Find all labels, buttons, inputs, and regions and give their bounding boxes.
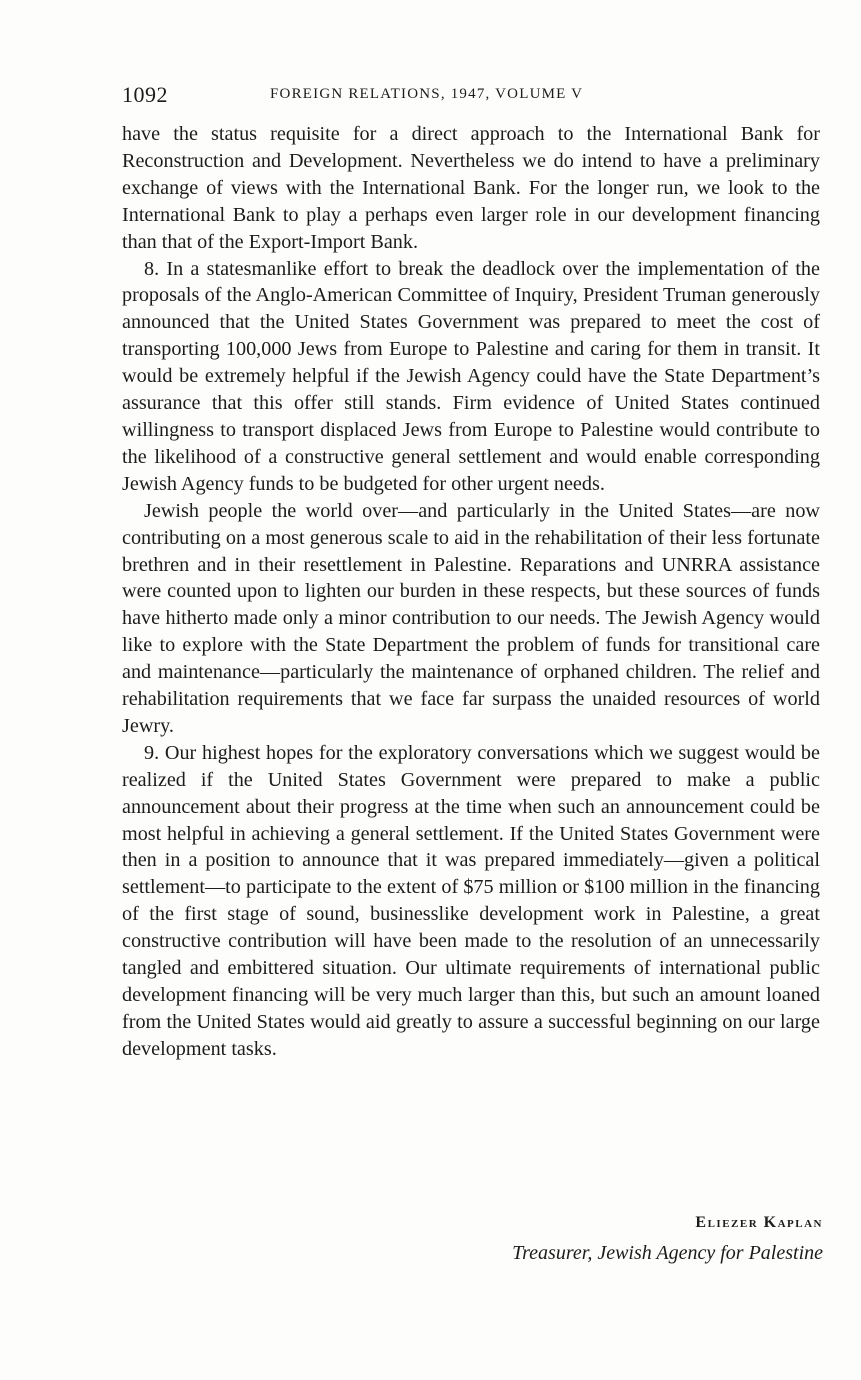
running-head: FOREIGN RELATIONS, 1947, VOLUME V <box>270 86 584 102</box>
paragraph-continuation: have the status requisite for a direct approach to the International Bank for Reconstruction and Development. Nevertheless we do intend to have a preliminary exchange of views with the International Bank. For the longer run, we look to the International Bank to play a perhaps even larger role in our development financing than that of the Export-Import Bank. <box>122 123 820 253</box>
page-header <box>122 82 822 112</box>
signature-block <box>512 1212 823 1268</box>
signatory-title: Treasurer, Jewish Agency for Palestine <box>512 1242 823 1264</box>
signatory-name: Eliezer Kaplan <box>695 1214 823 1231</box>
paragraph-8: 8. In a statesmanlike effort to break the deadlock over the implementation of the proposals of the Anglo-American Committee of Inquiry, President Truman generously announced that the United States Government was prepared to meet the cost of transporting 100,000 Jews from Europe to Palestine and caring for them in transit. It would be extremely helpful if the Jewish Agency could have the State Department’s assurance that this offer still stands. Firm evidence of United States continued willingness to transport displaced Jews from Europe to Palestine would contribute to the likelihood of a constructive general settlement and would enable corresponding Jewish Agency funds to be budgeted for other urgent needs. <box>122 257 820 495</box>
body-text <box>122 121 820 1063</box>
paragraph-9: 9. Our highest hopes for the exploratory conversations which we suggest would be realized if the United States Government were prepared to make a public announcement about their progress at the time when such an announcement could be most helpful in achieving a general settlement. If the United States Government were then in a position to announce that it was prepared immediately—given a political settlement—to participate to the extent of $75 million or $100 million in the financing of the first stage of sound, businesslike development work in Palestine, a great constructive contribution will have been made to the resolution of an unnecessarily tangled and embittered situation. Our ultimate requirements of international public development financing will be very much larger than this, but such an amount loaned from the United States would aid greatly to assure a successful beginning on our large development tasks. <box>122 741 820 1060</box>
paragraph-jewish-people: Jewish people the world over—and particularly in the United States—are now contributing on a most generous scale to aid in the rehabilitation of their less fortunate brethren and in their resettlement in Palestine. Reparations and UNRRA assistance were counted upon to lighten our burden in these respects, but these sources of funds have hitherto made only a minor contribution to our needs. The Jewish Agency would like to explore with the State Department the problem of funds for transitional care and maintenance—particularly the maintenance of orphaned children. The relief and rehabilitation requirements that we face far surpass the unaided resources of world Jewry. <box>122 499 820 737</box>
page-number: 1092 <box>122 82 168 107</box>
